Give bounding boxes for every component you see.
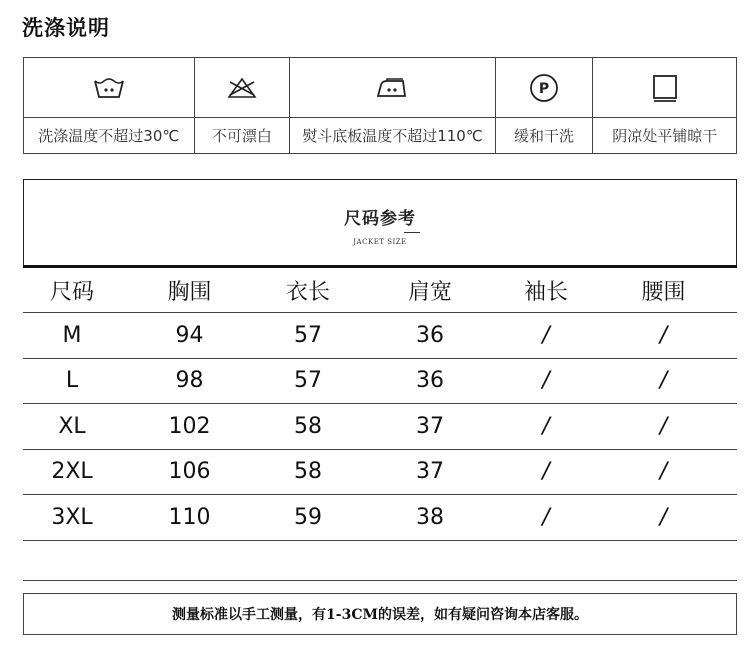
sleeve-cell: / xyxy=(542,504,550,530)
title-underline xyxy=(404,232,420,233)
sleeve-cell: / xyxy=(542,413,550,439)
size-chart-header xyxy=(23,179,737,265)
chest-cell: 98 xyxy=(175,368,204,394)
length-cell: 57 xyxy=(294,322,322,348)
column-header: 衣长 xyxy=(285,279,330,305)
care-label-bleach: 不可漂白 xyxy=(211,127,272,145)
care-label-wash: 洗涤温度不超过30℃ xyxy=(38,127,180,145)
table-row xyxy=(23,404,737,450)
care-cell-iron xyxy=(290,58,495,153)
column-header: 尺码 xyxy=(49,279,94,305)
table-row xyxy=(23,450,737,496)
table-row xyxy=(23,313,737,359)
column-header: 胸围 xyxy=(167,279,212,305)
care-cell-wash xyxy=(24,58,195,153)
chest-cell: 106 xyxy=(168,459,211,485)
svg-text:P: P xyxy=(538,80,550,97)
dry-clean-p-icon xyxy=(528,72,560,104)
sleeve-cell: / xyxy=(542,368,550,394)
length-cell: 58 xyxy=(294,413,322,439)
table-bottom-rule xyxy=(23,580,737,581)
iron-medium-icon xyxy=(375,75,409,101)
waist-cell: / xyxy=(659,459,668,485)
wash-tub-30-icon xyxy=(92,75,126,101)
chest-cell: 94 xyxy=(175,322,204,348)
wash-instructions-title: 洗涤说明 xyxy=(22,16,110,40)
care-label-iron: 熨斗底板温度不超过110℃ xyxy=(302,127,483,145)
chest-cell: 102 xyxy=(168,413,211,439)
table-row xyxy=(23,359,737,405)
shoulder-cell: 38 xyxy=(416,504,444,530)
care-label-dryclean: 缓和干洗 xyxy=(514,127,575,145)
sleeve-cell: / xyxy=(542,459,550,485)
no-bleach-icon xyxy=(226,76,258,100)
shoulder-cell: 36 xyxy=(416,322,444,348)
dry-flat-shade-icon xyxy=(650,73,680,103)
column-header: 袖长 xyxy=(523,279,568,305)
column-header: 肩宽 xyxy=(407,279,452,305)
measurement-note: 测量标准以手工测量，有1-3CM的误差，如有疑问咨询本店客服。 xyxy=(172,607,588,623)
column-header: 腰围 xyxy=(641,279,686,305)
size-cell: L xyxy=(65,368,79,394)
care-label-dry: 阴凉处平铺晾干 xyxy=(612,127,718,145)
size-cell: XL xyxy=(58,413,86,439)
measurement-note-box xyxy=(23,593,737,635)
size-table xyxy=(23,268,737,541)
length-cell: 58 xyxy=(294,459,322,485)
size-cell: M xyxy=(62,322,82,348)
shoulder-cell: 37 xyxy=(416,413,444,439)
waist-cell: / xyxy=(659,322,668,348)
size-chart-subtitle: JACKET SIZE xyxy=(353,238,407,246)
size-chart-title: 尺码参考 xyxy=(344,209,416,229)
table-row xyxy=(23,495,737,541)
size-cell: 3XL xyxy=(51,504,93,530)
waist-cell: / xyxy=(659,504,668,530)
length-cell: 59 xyxy=(294,504,322,530)
chest-cell: 110 xyxy=(168,504,211,530)
sleeve-cell: / xyxy=(542,322,550,348)
size-cell: 2XL xyxy=(51,459,93,485)
care-instructions-table xyxy=(23,57,737,154)
care-cell-dry xyxy=(593,58,736,153)
size-table-header-row xyxy=(23,268,737,313)
shoulder-cell: 36 xyxy=(416,368,444,394)
care-cell-dryclean xyxy=(496,58,594,153)
waist-cell: / xyxy=(659,413,668,439)
waist-cell: / xyxy=(659,368,668,394)
care-cell-bleach xyxy=(195,58,291,153)
shoulder-cell: 37 xyxy=(416,459,444,485)
length-cell: 57 xyxy=(294,368,322,394)
